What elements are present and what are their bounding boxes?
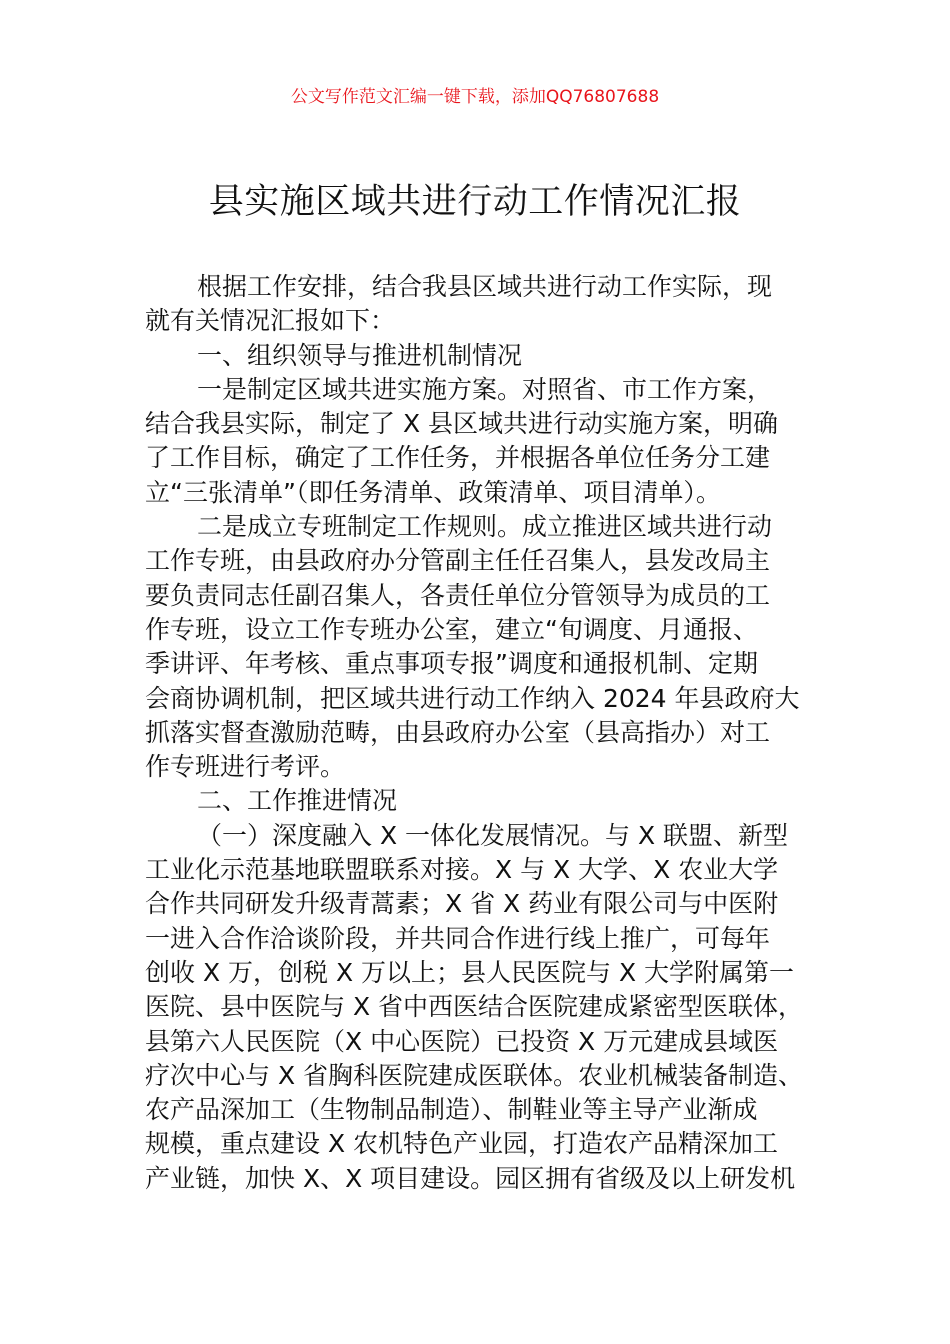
body-line: 一进入合作洽谈阶段，并共同合作进行线上推广，可每年 (145, 923, 771, 953)
section-heading: 二、工作推进情况 (197, 786, 398, 816)
body-line: 立“三张清单”（即任务清单、政策清单、项目清单）。 (145, 477, 721, 507)
body-line: 作专班，设立工作专班办公室，建立“旬调度、月通报、 (145, 614, 758, 644)
body-line: 县第六人民医院（X 中心医院）已投资 X 万元建成县域医 (145, 1026, 779, 1056)
body-line: 农产品深加工（生物制品制造）、制鞋业等主导产业渐成 (145, 1095, 758, 1125)
body-line: 规模，重点建设 X 农机特色产业园，打造农产品精深加工 (145, 1129, 779, 1159)
body-line: 就有关情况汇报如下： (145, 306, 396, 336)
body-line: 一是制定区域共进实施方案。对照省、市工作方案， (197, 374, 773, 404)
document-body (145, 270, 810, 1196)
body-line: 医院、县中医院与 X 省中西医结合医院建成紧密型医联体， (145, 992, 804, 1022)
body-line: 了工作目标，确定了工作任务，并根据各单位任务分工建 (145, 443, 771, 473)
body-line: 抓落实督查激励范畴，由县政府办公室（县高指办）对工 (145, 717, 771, 747)
section-heading: 一、组织领导与推进机制情况 (197, 340, 523, 370)
body-line: 要负责同志任副召集人，各责任单位分管领导为成员的工 (145, 580, 771, 610)
body-line: 会商协调机制，把区域共进行动工作纳入 2024 年县政府大 (145, 683, 800, 713)
body-line: 二是成立专班制定工作规则。成立推进区域共进行动 (197, 512, 773, 542)
body-line: （一）深度融入 X 一体化发展情况。与 X 联盟、新型 (197, 820, 789, 850)
body-line: 作专班进行考评。 (145, 752, 346, 782)
body-line: 工作专班，由县政府办分管副主任任召集人，县发改局主 (145, 546, 771, 576)
body-line: 工业化示范基地联盟联系对接。X 与 X 大学、X 农业大学 (145, 855, 779, 885)
document-title: 县实施区域共进行动工作情况汇报 (208, 182, 742, 222)
body-line: 创收 X 万，创税 X 万以上；县人民医院与 X 大学附属第一 (145, 957, 795, 987)
body-line: 产业链，加快 X、X 项目建设。园区拥有省级及以上研发机 (145, 1163, 796, 1193)
download-banner[interactable]: 公文写作范文汇编一键下载，添加QQ76807688 (290, 87, 660, 107)
body-line: 季讲评、年考核、重点事项专报”调度和通报机制、定期 (145, 649, 758, 679)
body-line: 根据工作安排，结合我县区域共进行动工作实际，现 (197, 272, 773, 301)
body-line: 合作共同研发升级青蒿素；X 省 X 药业有限公司与中医附 (145, 889, 779, 919)
body-line: 结合我县实际，制定了 X 县区域共进行动实施方案，明确 (145, 409, 779, 439)
body-line: 疗次中心与 X 省胸科医院建成医联体。农业机械装备制造、 (145, 1060, 804, 1090)
